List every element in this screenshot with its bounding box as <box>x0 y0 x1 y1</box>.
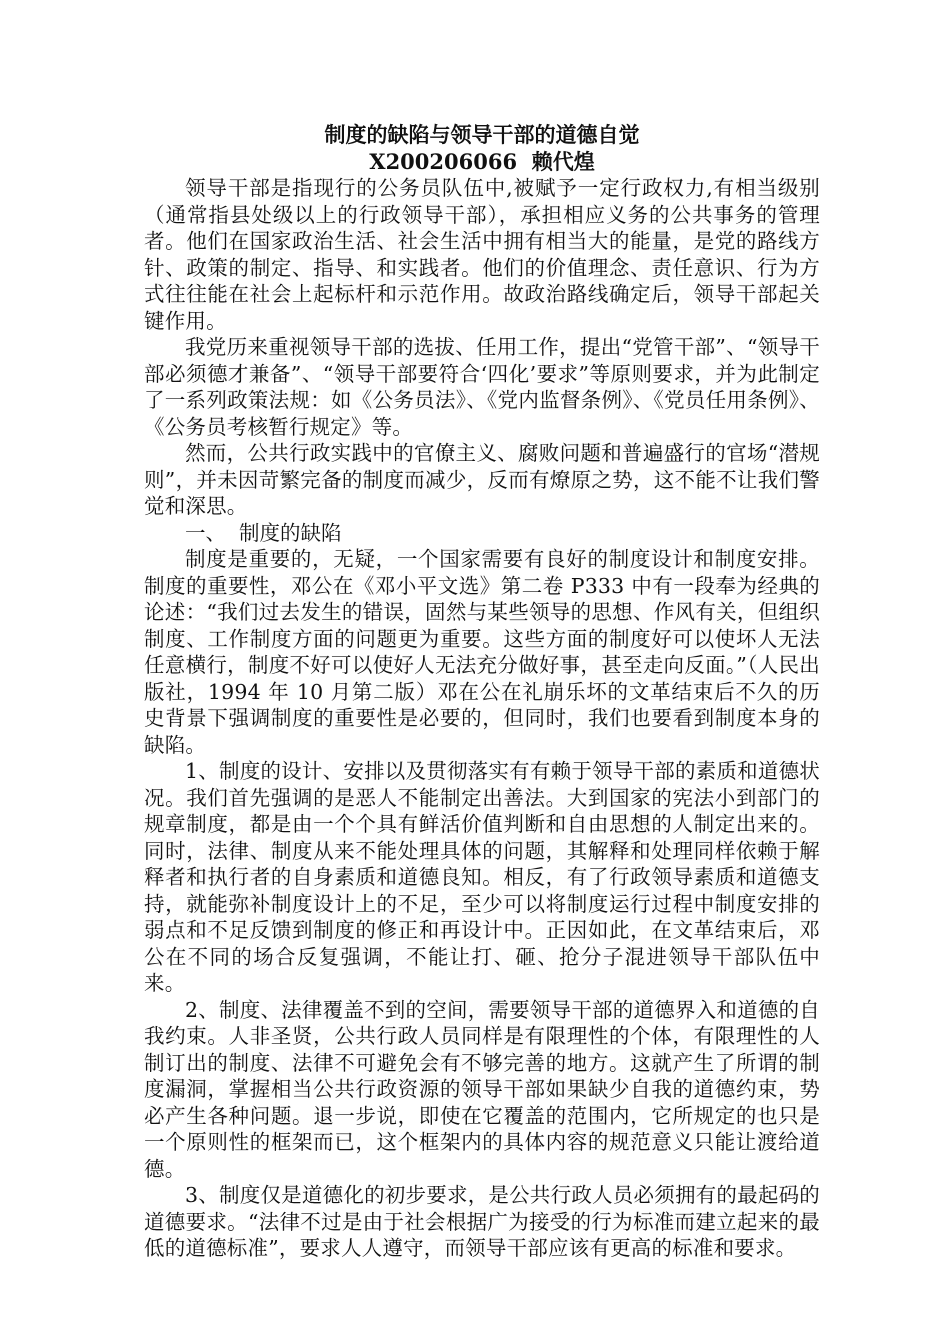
paragraph-1: 领导干部是指现行的公务员队伍中,被赋予一定行政权力,有相当级别（通常指县处级以上的行政领导干部），承担相应义务的公共事务的管理者。他们在国家政治生活、社会生活中拥有相当大的能量，是党的路线方针、政策的制定、指导、和实践者。他们的价值理念、责任意识、行为方式往往能在社会上起标杆和示范作用。故政治路线确定后，领导干部起关键作用。 <box>144 176 820 333</box>
author-line: X200206066 赖代煌 <box>369 149 595 174</box>
document-page <box>144 121 820 1262</box>
paragraph-2: 我党历来重视领导干部的选拔、任用工作，提出“党管干部”、“领导干部必须德才兼备”、“领导干部要符合‘四化’要求”等原则要求，并为此制定了一系列政策法规：如《公务员法》、《党内监督条例》、《党员任用条例》、《公务员考核暂行规定》等。 <box>144 335 820 439</box>
section-paragraph-3: 2、制度、法律覆盖不到的空间，需要领导干部的道德界入和道德的自我约束。人非圣贤，公共行政人员同样是有限理性的个体，有限理性的人制订出的制度、法律不可避免会有不够完善的地方。这就产生了所谓的制度漏洞，掌握相当公共行政资源的领导干部如果缺少自我的道德约束，势必产生各种问题。退一步说，即使在它覆盖的范围内，它所规定的也只是一个原则性的框架而已，这个框架内的具体内容的规范意义只能让渡给道德。 <box>144 997 820 1181</box>
section-paragraph-1: 制度是重要的，无疑，一个国家需要有良好的制度设计和制度安排。制度的重要性，邓公在《邓小平文选》第二卷 P333 中有一段奉为经典的论述：“我们过去发生的错误，固然与某些领导的思想、作风有关，但组织制度、工作制度方面的问题更为重要。这些方面的制度好可以使坏人无法任意横行，制度不好可以使好人无法充分做好事，甚至走向反面。”（人民出版社，1994 年 10 月第二版）邓在公在礼崩乐坏的文革结束后不久的历史背景下强调制度的重要性是必要的，但同时，我们也要看到制度本身的缺陷。 <box>144 547 820 757</box>
paragraph-3: 然而，公共行政实践中的官僚主义、腐败问题和普遍盛行的官场“潜规则”，并未因苛繁完备的制度而减少，反而有燎原之势，这不能不让我们警觉和深思。 <box>144 441 820 518</box>
section-paragraph-2: 1、制度的设计、安排以及贯彻落实有有赖于领导干部的素质和道德状况。我们首先强调的是恶人不能制定出善法。大到国家的宪法小到部门的规章制度，都是由一个个具有鲜活价值判断和自由思想的人制定出来的。同时，法律、制度从来不能处理具体的问题，其解释和处理同样依赖于解释者和执行者的自身素质和道德良知。相反，有了行政领导素质和道德支持，就能弥补制度设计上的不足，至少可以将制度运行过程中制度安排的弱点和不足反馈到制度的修正和再设计中。正因如此，在文革结束后，邓公在不同的场合反复强调，不能让打、砸、抢分子混进领导干部队伍中来。 <box>144 759 820 995</box>
section-heading: 一、 制度的缺陷 <box>185 520 342 545</box>
document-title: 制度的缺陷与领导干部的道德自觉 <box>324 122 640 147</box>
section-paragraph-4: 3、制度仅是道德化的初步要求，是公共行政人员必须拥有的最起码的道德要求。“法律不过是由于社会根据广为接受的行为标准而建立起来的最低的道德标准”，要求人人遵守，而领导干部应该有更高的标准和要求。 <box>144 1183 820 1260</box>
